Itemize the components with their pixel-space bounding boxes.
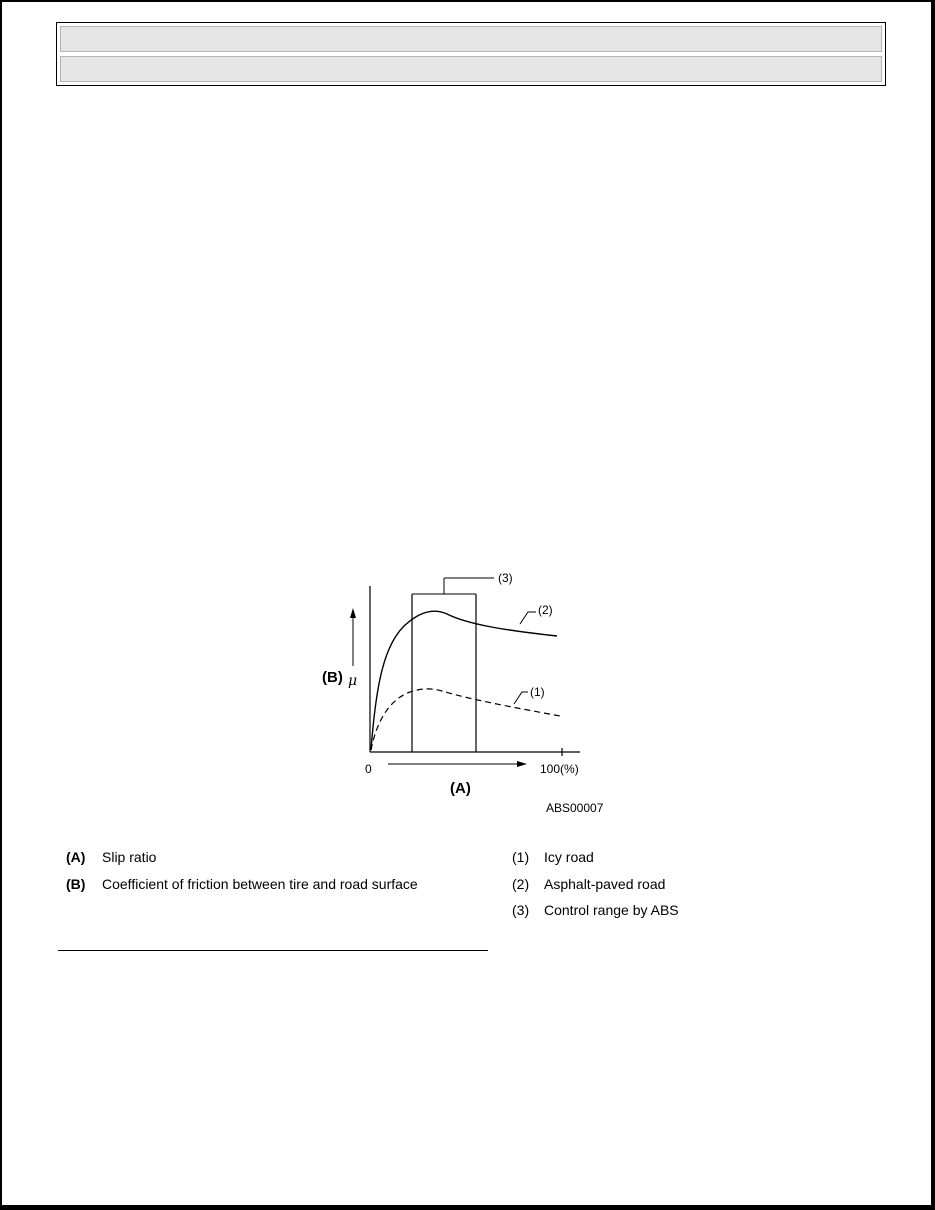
asphalt-callout: (2) [538, 603, 553, 617]
legend-text-1: Icy road [544, 849, 594, 865]
icy-curve-leader [514, 692, 528, 704]
legend-key-a: (A) [66, 849, 86, 865]
slip-ratio-figure [302, 564, 622, 824]
x-axis-key: (A) [450, 780, 471, 797]
asphalt-curve-leader [520, 612, 536, 624]
y-axis-symbol: μ [348, 673, 358, 689]
legend-key-b: (B) [66, 876, 86, 892]
friction-diagram [302, 564, 622, 824]
header-bar-bottom [60, 56, 882, 82]
legend-num-3: (3) [512, 902, 530, 918]
page-header-box [56, 22, 886, 86]
section-divider [58, 950, 488, 951]
legend-right [512, 850, 772, 930]
x-axis-max-label: 100(%) [540, 762, 579, 776]
legend-text-b: Coefficient of friction between tire and road surface [102, 876, 418, 892]
asphalt-road-curve [371, 611, 557, 750]
y-arrow-head [350, 608, 356, 618]
header-bar-top [60, 26, 882, 52]
y-axis-key: (B) [322, 669, 343, 686]
x-axis-zero-label: 0 [365, 762, 372, 776]
legend-num-1: (1) [512, 849, 530, 865]
abs-range-callout: (3) [498, 571, 513, 585]
figure-code: ABS00007 [546, 801, 604, 815]
icy-callout: (1) [530, 685, 545, 699]
x-arrow-head [517, 761, 527, 767]
legend-text-a: Slip ratio [102, 849, 157, 865]
legend-left [66, 850, 486, 910]
legend-num-2: (2) [512, 876, 530, 892]
legend-text-2: Asphalt-paved road [544, 876, 666, 892]
legend-text-3: Control range by ABS [544, 902, 679, 918]
